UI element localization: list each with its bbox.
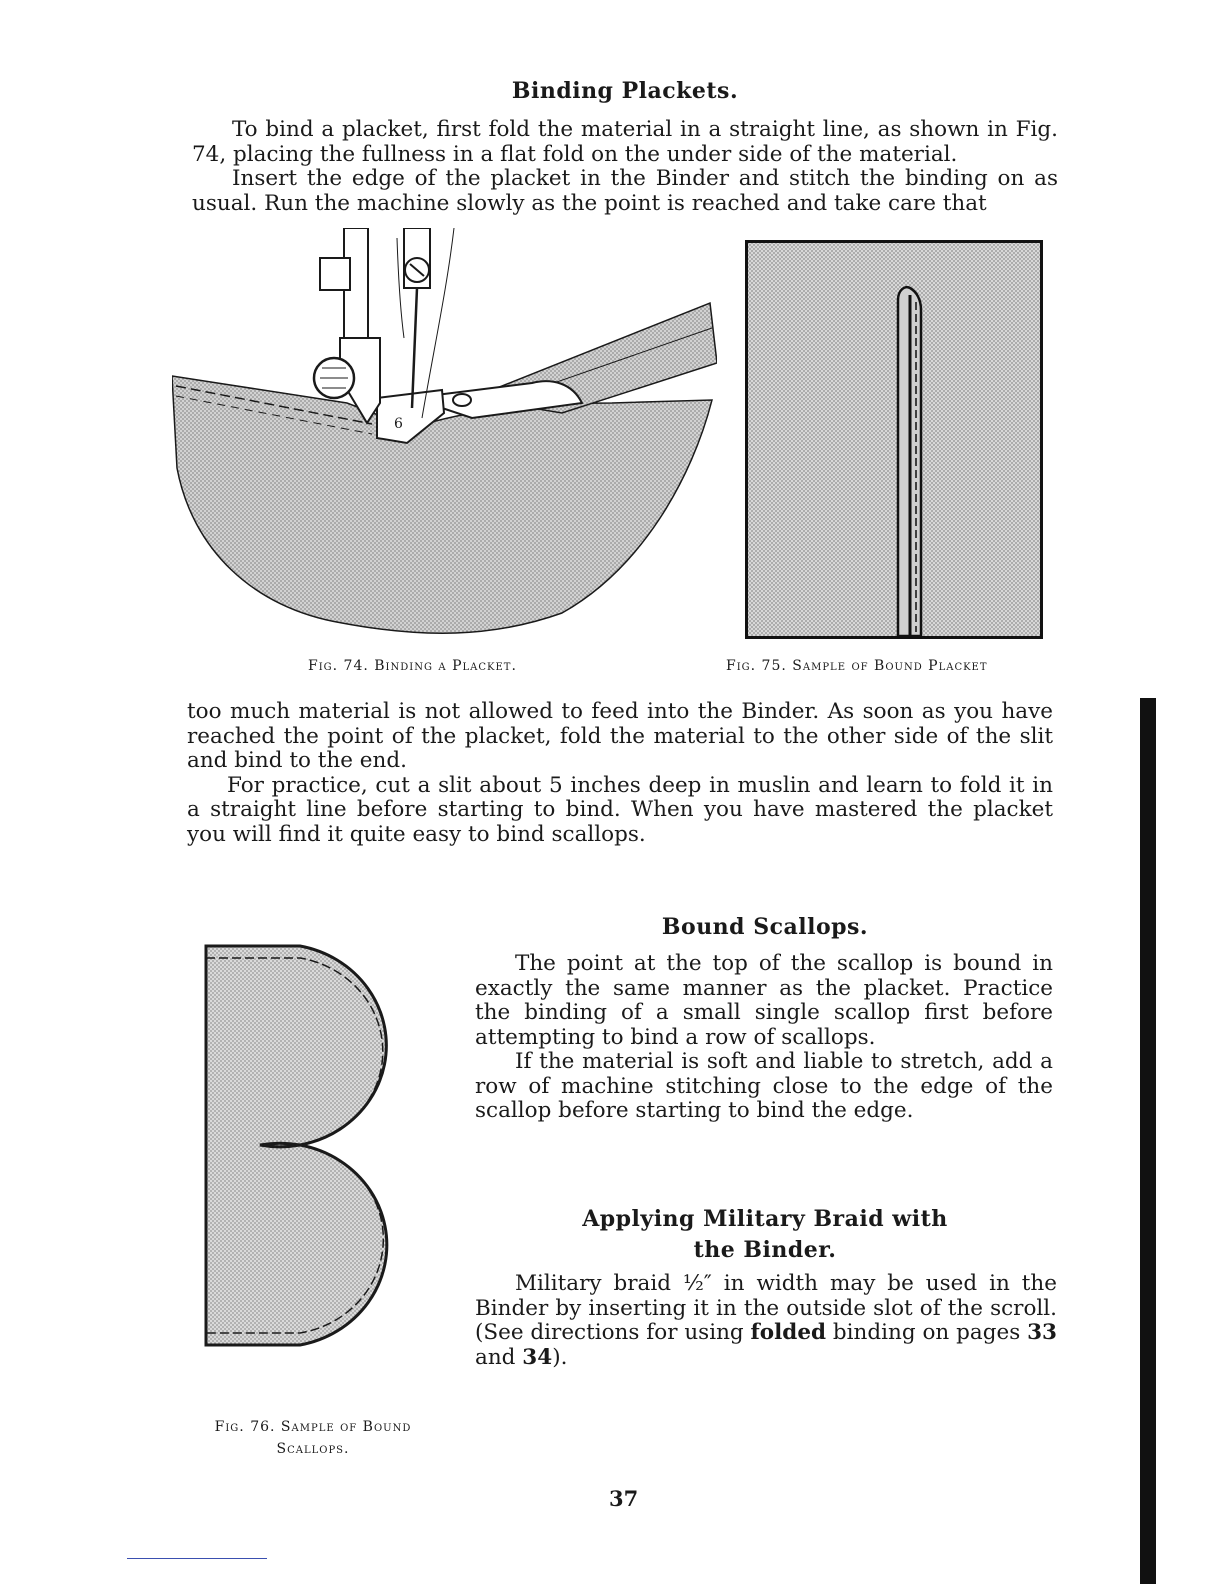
needle	[412, 288, 417, 408]
bound-scallops-paragraph-2: If the material is soft and liable to stretch, add a row of machine stitching close to the edge of the scallop before starting to bind the edge.	[475, 1049, 1053, 1123]
fig75-bound-placket-illustration	[745, 240, 1043, 640]
svg-text:6: 6	[394, 416, 403, 432]
bottom-rule	[127, 1558, 267, 1559]
fig74-caption: Fig. 74. Binding a Placket.	[308, 658, 517, 674]
heading-military-braid-line-1: Applying Military Braid with	[582, 1206, 948, 1232]
folded-emphasis: folded	[750, 1320, 827, 1345]
binding-plackets-paragraph-2: Insert the edge of the placket in the Binder and stitch the binding on as usual. Run the machine slowly as the point is reached and take care that	[192, 166, 1058, 216]
fig74-binding-placket-illustration	[172, 228, 717, 638]
scan-edge-bar	[1140, 698, 1156, 1584]
heading-binding-plackets: Binding Plackets.	[511, 78, 739, 104]
page-ref-33: 33	[1027, 1320, 1057, 1345]
binding-plackets-paragraph-3: too much material is not allowed to feed into the Binder. As soon as you have reached the point of the placket, fold the material to the other side of the slit and bind to the end.	[187, 699, 1053, 773]
page-ref-34: 34	[522, 1344, 553, 1370]
military-braid-paragraph	[475, 1272, 1057, 1370]
binder-screw	[453, 394, 471, 406]
bound-scallops-paragraph-1: The point at the top of the scallop is bound in exactly the same manner as the placket. Practice the binding of a small single scallop first before attempting to bind a row of scallops.	[475, 951, 1053, 1050]
bound-scallops-text	[475, 952, 1053, 1124]
page-number: 37	[609, 1486, 639, 1511]
braid-width-fraction: ½″	[682, 1271, 712, 1296]
braid-text-2: in width may be used in the Binder by inserting it in the outside slot of the scroll. (See directions for using	[475, 1271, 1057, 1345]
heading-military-braid	[530, 1204, 1000, 1266]
braid-text-3: binding on pages	[826, 1320, 1028, 1345]
fig76-bound-scallops-illustration	[200, 940, 415, 1352]
heading-bound-scallops: Bound Scallops.	[661, 914, 869, 940]
military-braid-text	[475, 1272, 1057, 1370]
fabric-sample	[747, 242, 1042, 638]
fig76-caption-line-2: Scallops.	[276, 1441, 350, 1457]
binding-plackets-paragraph-1: To bind a placket, first fold the material in a straight line, as shown in Fig. 74, placing the fullness in a flat fold on the under side of the material.	[192, 117, 1058, 167]
binding-plackets-continued	[187, 700, 1053, 847]
presser-bar-clamp	[320, 258, 350, 290]
fig76-caption	[188, 1416, 438, 1460]
braid-text-1: Military braid	[515, 1271, 683, 1296]
fig76-caption-line-1: Fig. 76. Sample of Bound	[214, 1419, 412, 1435]
braid-text-end: ).	[552, 1344, 568, 1370]
binding-plackets-paragraph-4: For practice, cut a slit about 5 inches deep in muslin and learn to fold it in a straight line before starting to bind. When you have mastered the placket you will find it quite easy to bind scallops.	[187, 772, 1053, 847]
heading-military-braid-line-2: the Binder.	[693, 1237, 837, 1263]
braid-text-and: and	[475, 1344, 523, 1370]
binding-plackets-intro	[192, 118, 1058, 216]
fig75-caption: Fig. 75. Sample of Bound Placket	[726, 658, 988, 674]
